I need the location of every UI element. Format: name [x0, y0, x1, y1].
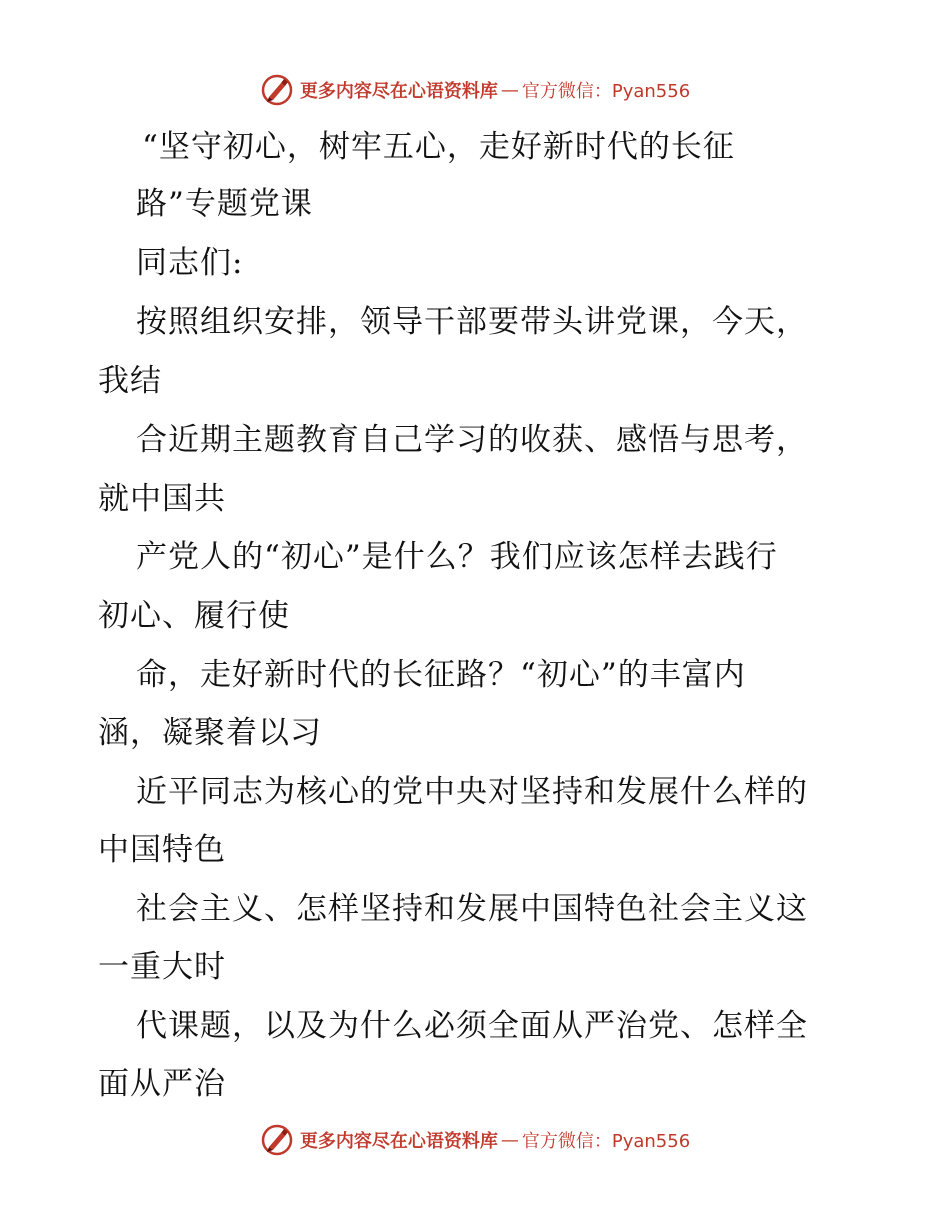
paragraph-line: 合近期主题教育自己学习的收获、感悟与思考， [136, 422, 808, 458]
watermark-text: 更多内容尽在心语资料库 [299, 1131, 498, 1152]
paragraph-line: 涵，凝聚着以习 [98, 715, 322, 751]
pen-logo-icon [260, 1123, 294, 1157]
paragraph-line: 近平同志为核心的党中央对坚持和发展什么样的 [136, 774, 808, 810]
doc-title-line-1: “坚守初心，树牢五心，走好新时代的长征 [142, 129, 735, 165]
watermark-contact: 官方微信：Pyan556 [521, 1131, 691, 1152]
paragraph-line: 初心、履行使 [98, 598, 290, 634]
paragraph-line: 产党人的“初心”是什么？我们应该怎样去践行 [136, 539, 778, 575]
paragraph-line: 代课题，以及为什么必须全面从严治党、怎样全 [136, 1008, 808, 1044]
greeting: 同志们: [136, 245, 244, 281]
watermark-separator: — [500, 79, 519, 101]
watermark-text: 更多内容尽在心语资料库 [299, 81, 498, 102]
paragraph-line: 社会主义、怎样坚持和发展中国特色社会主义这 [136, 891, 808, 927]
paragraph-line: 按照组织安排，领导干部要带头讲党课，今天， [136, 304, 808, 340]
paragraph-line: 就中国共 [98, 481, 226, 517]
paragraph-line: 我结 [98, 363, 162, 399]
paragraph-line: 中国特色 [98, 832, 226, 868]
watermark-separator: — [500, 1129, 519, 1151]
footer-watermark [0, 1120, 950, 1160]
paragraph-line: 面从严治 [98, 1066, 226, 1102]
doc-title-line-2: 路”专题党课 [136, 186, 313, 222]
paragraph-line: 一重大时 [98, 949, 226, 985]
paragraph-line: 命，走好新时代的长征路？“初心”的丰富内 [136, 657, 746, 693]
watermark-contact: 官方微信：Pyan556 [521, 81, 691, 102]
